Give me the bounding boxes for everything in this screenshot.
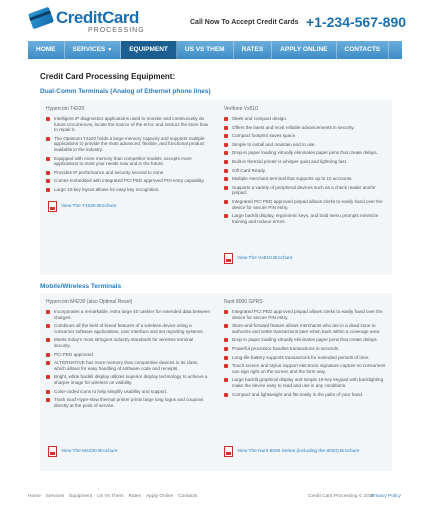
feature-item [46, 360, 211, 371]
feature-text: Track touch-type-slow thermal printer prints large long logos and coupons directly at the point of service. [54, 397, 204, 408]
footer-link[interactable]: Apply Online [145, 494, 174, 499]
call-now-text: Call Now To Accept Credit Cards [190, 19, 299, 26]
feature-text: Simple to install and maintain and to use. [232, 141, 316, 147]
bullet-icon [46, 353, 50, 357]
feature-item [46, 397, 211, 408]
feature-item [224, 133, 389, 139]
copyright: Credit Card Processing © 2011 [308, 494, 375, 499]
chevron-down-icon: ▼ [107, 47, 113, 53]
feature-item [224, 309, 389, 320]
feature-item [46, 309, 211, 320]
footer-link[interactable]: Us Vs Them [97, 494, 124, 499]
bullet-icon [224, 186, 228, 190]
nav-item-home[interactable] [28, 41, 65, 59]
feature-text: Compact footprint saves space. [232, 133, 297, 139]
feature-item [224, 116, 389, 122]
feature-item [46, 337, 211, 348]
bullet-icon [46, 157, 50, 161]
product-nurit-8000 [224, 299, 389, 400]
feature-item [224, 363, 389, 374]
feature-text: Powerful processor handles transactions in seconds. [232, 345, 340, 351]
brochure-link-text: View The T4220 Brochure [61, 204, 117, 209]
bullet-icon [46, 137, 50, 141]
pdf-icon [224, 253, 233, 264]
nav-label: APPLY ONLINE [280, 46, 328, 53]
feature-list [224, 309, 389, 397]
bullet-icon [224, 338, 228, 342]
feature-list [46, 116, 211, 193]
bullet-icon [46, 324, 50, 328]
nav-item-equipment[interactable] [121, 41, 177, 59]
brochure-link-text: View The Nurit 8000 Series (including the 8020) Brochure [237, 449, 360, 454]
bullet-icon [224, 134, 228, 138]
feature-text: Gift Card Ready. [232, 167, 266, 173]
feature-text: Incorporates a remarkable, extra large 40 cashier for extended data between charges. [54, 309, 211, 320]
feature-text: Integrated PCI PED approved pinpad allows clerks to easily hand over the device for secure PIN entry. [232, 198, 383, 210]
feature-text: Intelligent IP diagnostics applications used to monitor and continuously do future occurrences, locate the source of the error, and instruct the store how to repair it. [54, 116, 209, 133]
feature-item [46, 170, 211, 176]
privacy-policy-link[interactable]: Privacy Policy [371, 494, 401, 499]
logo-title: CreditCard [56, 8, 139, 27]
feature-item [224, 159, 389, 165]
feature-item [224, 185, 389, 196]
bullet-icon [46, 179, 50, 183]
bullet-icon [224, 347, 228, 351]
bullet-icon [224, 200, 228, 204]
product-model: Hypercom T4220 [46, 106, 85, 112]
bullet-icon [224, 393, 228, 397]
feature-text: Multiple merchant terminal that supports up to 10 accounts. [232, 176, 353, 182]
feature-text: Combines all the best of breed features of a wireless device using a consumer software applications, user interface and set reporting systems. [54, 323, 204, 334]
feature-text: Large 10-key layout allows for easy key recognition. [54, 186, 160, 192]
feature-item [224, 392, 389, 398]
pdf-icon [224, 446, 233, 457]
mobile-panel [40, 293, 392, 471]
main-nav [28, 41, 402, 59]
feature-item [224, 337, 389, 343]
product-model: Hypercom M4230 (also Optimal Reset) [46, 299, 133, 305]
feature-text: Large backlit graphical display and simple 18-key keypad with backlighting make the device easy to read and use in any conditions. [232, 377, 384, 388]
feature-text: Integrated PCI PED approved pinpad allows clerks to easily hand over the device for secure PIN entry. [232, 309, 383, 320]
header [0, 0, 430, 40]
product-model: Verifone Vx510 [224, 106, 258, 112]
bullet-icon [46, 171, 50, 175]
nav-label: SERVICES [72, 46, 106, 53]
nav-label: EQUIPMENT [129, 46, 168, 53]
bullet-icon [46, 310, 50, 314]
feature-text: Compact and lightweight and fits easily in the palm of your hand. [232, 391, 364, 397]
footer-link[interactable]: Home [28, 494, 41, 499]
footer-link[interactable]: Contacts [178, 494, 198, 499]
feature-item [46, 136, 211, 153]
bullet-icon [224, 177, 228, 181]
brochure-t4220-link[interactable] [48, 201, 116, 212]
feature-text: Equipped with more memory than competitor models, accepts more applications to most your needs now and in the future. [54, 155, 192, 167]
nav-item-contacts[interactable] [337, 41, 390, 59]
nav-item-services[interactable] [65, 41, 122, 59]
feature-text: Bright, white backlit display utilizes superior display technology to achieve a sharper image for wireless on visibility. [54, 374, 208, 385]
bullet-icon [46, 398, 50, 402]
product-hypercom-m4230 [46, 299, 211, 411]
product-verifone-vx510 [224, 106, 389, 227]
feature-item [224, 168, 389, 174]
nav-item-rates[interactable] [234, 41, 273, 59]
footer-link[interactable]: Rates [128, 494, 141, 499]
feature-list [46, 309, 211, 408]
feature-item [224, 355, 389, 361]
brochure-vx510-link[interactable] [224, 253, 293, 264]
bullet-icon [46, 117, 50, 121]
bullet-icon [224, 324, 228, 328]
bullet-icon [46, 338, 50, 342]
feature-text: The Optimum T4220 holds a large memory capacity and supports multiple applications to provide the most advanced, flexible, and functional product available in the industry. [54, 135, 205, 152]
feature-text: Offers the latest and most reliable advancements in security. [232, 124, 355, 130]
nav-item-us-vs-them[interactable] [177, 41, 234, 59]
brochure-link-text: View The M4230 Brochure [61, 449, 118, 454]
section-title-mobile: Mobile/Wireless Terminals [40, 283, 122, 290]
feature-item [224, 125, 389, 131]
feature-text: Built-in thermal printer is whisper quiet and lightning fast. [232, 158, 348, 164]
bullet-icon [224, 160, 228, 164]
nav-label: CONTACTS [344, 46, 381, 53]
feature-text: Meets today's most stringent industry standards for wireless terminal security. [54, 337, 194, 348]
feature-text: Supports a variety of peripheral devices such as a check reader and/or pinpad. [232, 184, 376, 196]
bullet-icon [224, 214, 228, 218]
main-content [28, 60, 402, 478]
feature-text: Touch screen and stylus support electronic signature capture so consumers can sign right on the screen and the form way. [232, 363, 386, 374]
feature-item [224, 142, 389, 148]
feature-item [46, 156, 211, 167]
feature-text: Sleek and compact design. [232, 116, 288, 121]
feature-text: Color-coded icons to help simplify usability and support. [54, 388, 168, 394]
bullet-icon [224, 117, 228, 121]
pdf-icon [48, 446, 57, 457]
bullet-icon [46, 390, 50, 394]
feature-text: Drop-in paper loading virtually eliminates paper jams that create delays. [232, 150, 378, 156]
page-title: Credit Card Processing Equipment: [40, 72, 176, 81]
feature-text: Long-life battery supports transactions for extended periods of time. [232, 354, 370, 360]
bullet-icon [224, 378, 228, 382]
feature-text: Drop-in paper loading virtually eliminates paper jams that create delays. [232, 337, 378, 343]
footer-link[interactable]: Equipment [69, 494, 93, 499]
feature-item [224, 199, 389, 210]
bullet-icon [224, 310, 228, 314]
bullet-icon [224, 356, 228, 360]
dual-comm-panel [40, 100, 392, 275]
feature-item [224, 213, 389, 224]
feature-item [46, 389, 211, 395]
bullet-icon [46, 361, 50, 365]
nav-label: HOME [36, 46, 56, 53]
footer [28, 494, 402, 506]
feature-item [46, 352, 211, 358]
feature-list [224, 116, 389, 224]
nav-label: US VS THEM [184, 46, 225, 53]
bullet-icon [46, 375, 50, 379]
logo[interactable] [30, 6, 145, 36]
section-title-dual-comm: Dual-Comm Terminals (Analog of Ethernet phone lines) [40, 88, 211, 95]
feature-text: Store-and-forward feature allows merchants who are in a dead zone to authorize and settle transactions later when back within a coverage area. [232, 323, 381, 334]
footer-links [28, 494, 197, 499]
logo-subtitle: PROCESSING [88, 27, 145, 34]
feature-text: Provides IP performance and security second to none. [54, 169, 165, 175]
feature-text: ALTERNATIVE has more memory than competitive devices in its class, which allows for easy handling of software code and receipts. [54, 360, 199, 371]
feature-item [46, 178, 211, 184]
footer-link[interactable]: Services [45, 494, 65, 499]
feature-text: Large backlit display, ergonomic keys, and bold menu prompts minimize training and reduce errors. [232, 213, 379, 224]
bullet-icon [224, 143, 228, 147]
product-hypercom-t4220 [46, 106, 211, 196]
feature-text: Comes embedded with integrated PCI PED approved PIN entry capability. [54, 178, 205, 184]
brochure-nurit-8000-link[interactable] [224, 446, 359, 457]
nav-item-apply-online[interactable] [272, 41, 336, 59]
phone-number: +1-234-567-890 [306, 14, 407, 30]
feature-item [224, 346, 389, 352]
bullet-icon [224, 126, 228, 130]
feature-item [224, 150, 389, 156]
feature-item [46, 116, 211, 133]
feature-item [224, 176, 389, 182]
credit-card-icon [28, 7, 54, 30]
feature-item [224, 377, 389, 388]
product-model: Nurit 8000 GPRS [224, 299, 263, 305]
feature-item [46, 323, 211, 334]
brochure-link-text: View The Vx510 Brochure [237, 256, 293, 261]
feature-item [46, 187, 211, 193]
feature-item [224, 323, 389, 334]
nav-label: RATES [241, 46, 264, 53]
bullet-icon [46, 188, 50, 192]
pdf-icon [48, 201, 57, 212]
feature-item [46, 374, 211, 385]
bullet-icon [224, 169, 228, 173]
bullet-icon [224, 364, 228, 368]
feature-text: PCI PED approved. [54, 351, 95, 357]
brochure-m4230-link[interactable] [48, 446, 118, 457]
bullet-icon [224, 151, 228, 155]
